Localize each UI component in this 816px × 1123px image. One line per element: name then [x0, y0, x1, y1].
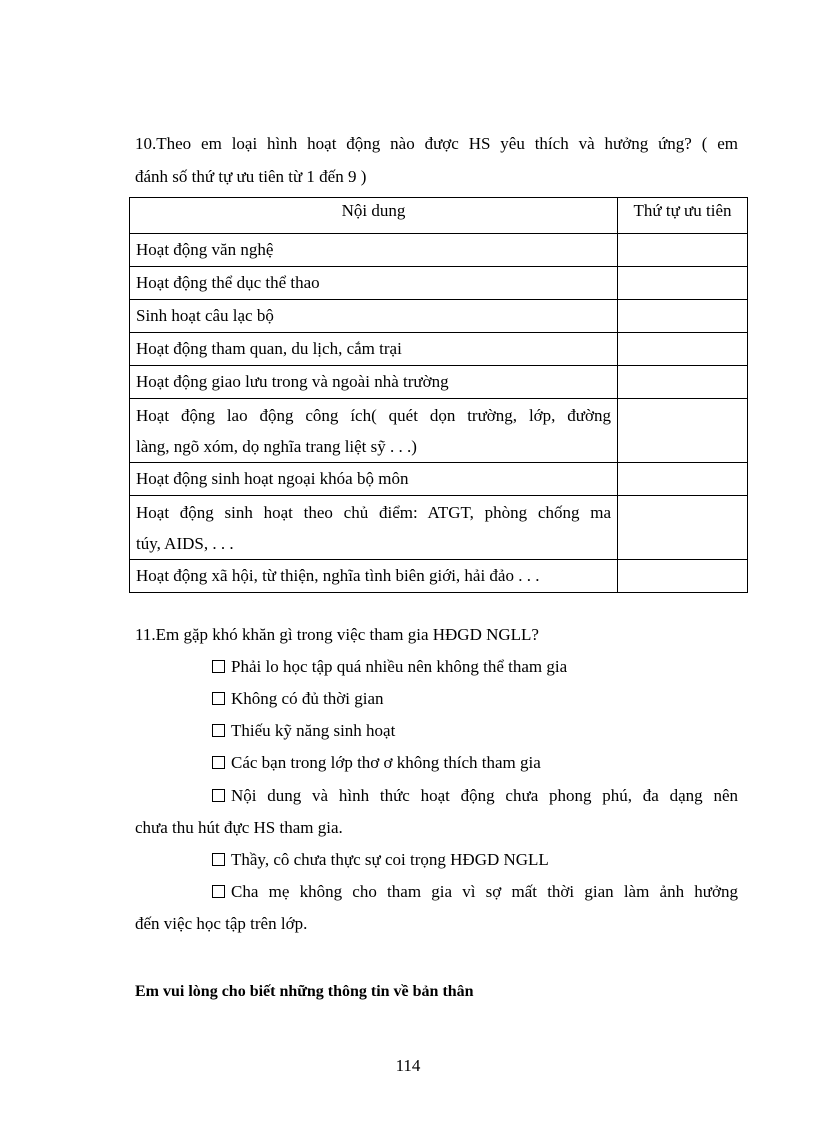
option-label: Nội dung và hình thức hoạt động chưa phong phú, đa dạng nên [231, 786, 738, 805]
row-content-line: Hoạt động sinh hoạt theo chủ điểm: ATGT, phòng chống ma [136, 503, 611, 522]
table-header-row [130, 198, 748, 234]
priority-cell[interactable] [618, 333, 748, 366]
row-content [130, 496, 618, 560]
row-content: Hoạt động xã hội, từ thiện, nghĩa tình biên giới, hải đảo . . . [130, 560, 618, 593]
table-row [130, 300, 748, 333]
row-content: Hoạt động sinh hoạt ngoại khóa bộ môn [130, 463, 618, 496]
checkbox[interactable] [212, 853, 225, 866]
option-study-load [212, 657, 567, 677]
question-10-line-1: 10.Theo em loại hình hoạt động nào được HS yêu thích và hưởng ứng? ( em [135, 134, 738, 153]
priority-cell[interactable] [618, 300, 748, 333]
row-content: Hoạt động thể dục thể thao [130, 267, 618, 300]
option-content-not-diverse [135, 786, 738, 838]
option-teachers-undervalue [212, 850, 549, 870]
option-lack-skills [212, 721, 395, 741]
section-heading: Em vui lòng cho biết những thông tin về bản thân [135, 983, 474, 1000]
row-content: Hoạt động giao lưu trong và ngoài nhà trường [130, 366, 618, 399]
table-row [130, 366, 748, 399]
checkbox[interactable] [212, 692, 225, 705]
header-content: Nội dung [130, 198, 618, 234]
row-content-line: túy, AIDS, . . . [136, 534, 234, 553]
option-label: Các bạn trong lớp thơ ơ không thích tham gia [231, 753, 541, 772]
option-continuation: chưa thu hút đực HS tham gia. [135, 818, 343, 837]
option-parents-disallow [135, 882, 738, 934]
page-number: 114 [395, 1056, 421, 1075]
option-line [135, 882, 738, 902]
row-content [130, 399, 618, 463]
question-11-title: 11.Em gặp khó khăn gì trong việc tham gia HĐGD NGLL? [135, 625, 539, 644]
table-row [130, 333, 748, 366]
table-row [130, 267, 748, 300]
table-row [130, 496, 748, 560]
table-row [130, 399, 748, 463]
checkbox[interactable] [212, 789, 225, 802]
table-row [130, 234, 748, 267]
option-no-time [212, 689, 384, 709]
checkbox[interactable] [212, 885, 225, 898]
priority-cell[interactable] [618, 463, 748, 496]
row-content-line: làng, ngõ xóm, dọ nghĩa trang liệt sỹ . . .) [136, 437, 417, 456]
priority-table [129, 197, 748, 593]
checkbox[interactable] [212, 756, 225, 769]
row-content: Sinh hoạt câu lạc bộ [130, 300, 618, 333]
option-label: Không có đủ thời gian [231, 689, 384, 708]
option-label: Cha mẹ không cho tham gia vì sợ mất thời gian làm ảnh hưởng [231, 882, 738, 901]
priority-cell[interactable] [618, 366, 748, 399]
table-row [130, 463, 748, 496]
checkbox[interactable] [212, 724, 225, 737]
priority-cell[interactable] [618, 560, 748, 593]
option-continuation: đến việc học tập trên lớp. [135, 914, 308, 933]
option-classmates-indifferent [212, 753, 541, 773]
row-content: Hoạt động văn nghệ [130, 234, 618, 267]
header-priority: Thứ tự ưu tiên [618, 198, 748, 234]
table-row [130, 560, 748, 593]
priority-cell[interactable] [618, 267, 748, 300]
question-10-line-2: đánh số thứ tự ưu tiên từ 1 đến 9 ) [135, 167, 367, 186]
option-label: Thầy, cô chưa thực sự coi trọng HĐGD NGLL [231, 850, 549, 869]
option-line [135, 786, 738, 806]
priority-cell[interactable] [618, 399, 748, 463]
row-content: Hoạt động tham quan, du lịch, cắm trại [130, 333, 618, 366]
priority-cell[interactable] [618, 496, 748, 560]
option-label: Phải lo học tập quá nhiều nên không thể tham gia [231, 657, 568, 676]
row-content-line: Hoạt động lao động công ích( quét dọn trường, lớp, đường [136, 406, 611, 425]
option-label: Thiếu kỹ năng sinh hoạt [231, 721, 396, 740]
checkbox[interactable] [212, 660, 225, 673]
priority-cell[interactable] [618, 234, 748, 267]
